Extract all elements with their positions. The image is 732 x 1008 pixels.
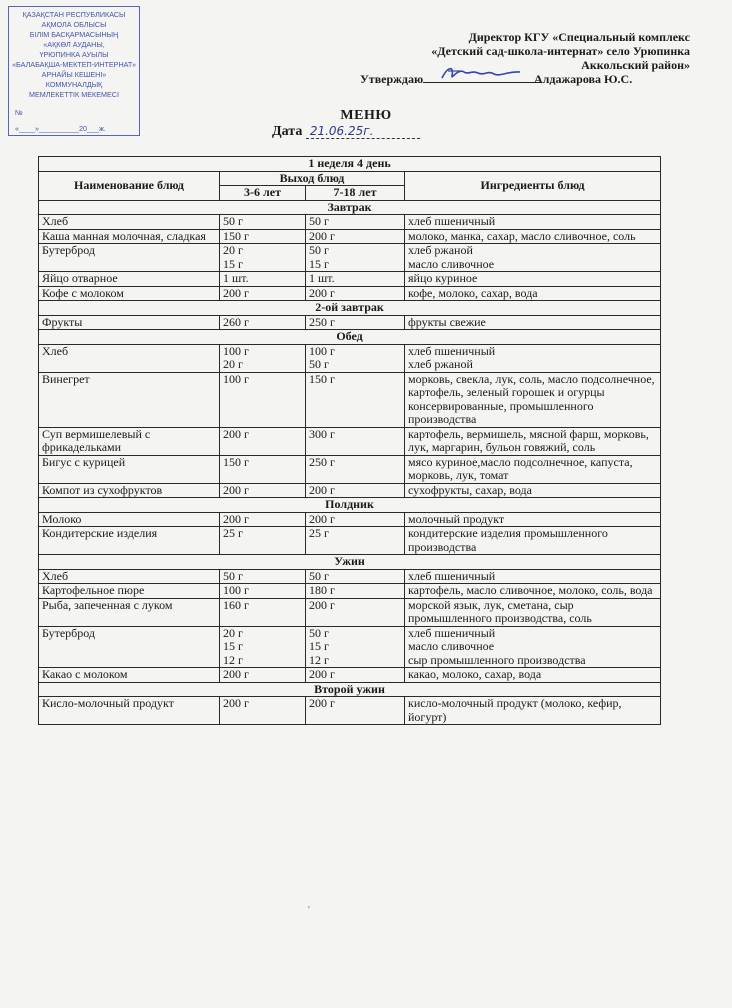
portion-3-6: 50 г bbox=[220, 569, 306, 584]
portion-7-18: 200 г bbox=[306, 483, 405, 498]
portion-7-18: 50 г bbox=[306, 215, 405, 230]
portion-3-6: 200 г bbox=[220, 286, 306, 301]
table-row bbox=[39, 584, 661, 599]
portion-3-6: 25 г bbox=[220, 527, 306, 555]
ingredients: хлеб пшеничный bbox=[405, 569, 661, 584]
ingredients: кофе, молоко, сахар, вода bbox=[405, 286, 661, 301]
portion-3-6: 20 г 15 г 12 г bbox=[220, 626, 306, 668]
page-mark: ' bbox=[308, 905, 310, 916]
stamp-line: ҚАЗАҚСТАН РЕСПУБЛИКАСЫ bbox=[22, 10, 126, 19]
table-row bbox=[39, 229, 661, 244]
dish-name: Яйцо отварное bbox=[39, 272, 220, 287]
header-age-3-6: 3-6 лет bbox=[220, 186, 306, 201]
stamp-line: МЕМЛЕКЕТТІК МЕКЕМЕСІ bbox=[29, 90, 119, 99]
table-row bbox=[39, 272, 661, 287]
dish-name: Молоко bbox=[39, 512, 220, 527]
ingredients: молочный продукт bbox=[405, 512, 661, 527]
ingredients: хлеб пшеничный bbox=[405, 215, 661, 230]
table-row bbox=[39, 483, 661, 498]
portion-7-18: 25 г bbox=[306, 527, 405, 555]
header-output: Выход блюд bbox=[220, 171, 405, 186]
section-title: Ужин bbox=[39, 555, 661, 570]
dish-name: Бутерброд bbox=[39, 244, 220, 272]
portion-7-18: 250 г bbox=[306, 315, 405, 330]
section-row bbox=[39, 555, 661, 570]
dish-name: Компот из сухофруктов bbox=[39, 483, 220, 498]
portion-7-18: 200 г bbox=[306, 697, 405, 725]
table-row bbox=[39, 697, 661, 725]
header-dish: Наименование блюд bbox=[39, 171, 220, 200]
ingredients: молоко, манка, сахар, масло сливочное, соль bbox=[405, 229, 661, 244]
section-row bbox=[39, 330, 661, 345]
stamp-date: «____»__________20___ж. bbox=[15, 124, 106, 133]
ingredients: морской язык, лук, сметана, сыр промышленного производства, соль bbox=[405, 598, 661, 626]
stamp-line: «АҚКӨЛ АУДАНЫ, bbox=[43, 40, 105, 49]
approve-label: Утверждаю bbox=[360, 72, 424, 86]
portion-3-6: 200 г bbox=[220, 512, 306, 527]
dish-name: Бутерброд bbox=[39, 626, 220, 668]
date-value: 21.06.25г. bbox=[306, 124, 420, 139]
section-row bbox=[39, 301, 661, 316]
dish-name: Кофе с молоком bbox=[39, 286, 220, 301]
section-title: Второй ужин bbox=[39, 682, 661, 697]
portion-3-6: 200 г bbox=[220, 483, 306, 498]
portion-7-18: 200 г bbox=[306, 668, 405, 683]
ingredients: морковь, свекла, лук, соль, масло подсолнечное, картофель, зеленый горошек и огурцы консервированные, промышленного производства bbox=[405, 372, 661, 427]
dish-name: Рыба, запеченная с луком bbox=[39, 598, 220, 626]
section-title: 2-ой завтрак bbox=[39, 301, 661, 316]
ingredients: сухофрукты, сахар, вода bbox=[405, 483, 661, 498]
portion-3-6: 200 г bbox=[220, 697, 306, 725]
portion-3-6: 50 г bbox=[220, 215, 306, 230]
ingredients: хлеб пшеничный хлеб ржаной bbox=[405, 344, 661, 372]
ingredients: мясо куриное,масло подсолнечное, капуста, морковь, лук, томат bbox=[405, 455, 661, 483]
approver-name: Алдажарова Ю.С. bbox=[534, 72, 633, 86]
table-row bbox=[39, 427, 661, 455]
dish-name: Каша манная молочная, сладкая bbox=[39, 229, 220, 244]
dish-name: Хлеб bbox=[39, 569, 220, 584]
portion-7-18: 200 г bbox=[306, 286, 405, 301]
approval-header bbox=[390, 30, 690, 72]
portion-3-6: 160 г bbox=[220, 598, 306, 626]
table-row bbox=[39, 527, 661, 555]
table-row bbox=[39, 244, 661, 272]
director-line: Директор КГУ «Специальный комплекс bbox=[468, 30, 690, 44]
table-row bbox=[39, 315, 661, 330]
header-age-7-18: 7-18 лет bbox=[306, 186, 405, 201]
stamp-line: ҮРЮПИНКА АУЫЛЫ bbox=[39, 50, 109, 59]
portion-7-18: 250 г bbox=[306, 455, 405, 483]
date-label: Дата bbox=[272, 124, 303, 139]
date-line bbox=[272, 124, 420, 140]
page-title: МЕНЮ bbox=[340, 108, 392, 123]
stamp-line: АҚМОЛА ОБЛЫСЫ bbox=[41, 20, 107, 29]
stamp-line: АРНАЙЫ КЕШЕНІ» bbox=[41, 70, 107, 79]
dish-name: Хлеб bbox=[39, 215, 220, 230]
ingredients: фрукты свежие bbox=[405, 315, 661, 330]
table-row bbox=[39, 626, 661, 668]
district-line: Аккольский район» bbox=[581, 58, 690, 72]
section-row bbox=[39, 200, 661, 215]
table-row bbox=[39, 344, 661, 372]
dish-name: Хлеб bbox=[39, 344, 220, 372]
ingredients: картофель, масло сливочное, молоко, соль, вода bbox=[405, 584, 661, 599]
table-row bbox=[39, 286, 661, 301]
section-title: Полдник bbox=[39, 498, 661, 513]
portion-7-18: 200 г bbox=[306, 229, 405, 244]
portion-3-6: 1 шт. bbox=[220, 272, 306, 287]
table-row bbox=[39, 512, 661, 527]
ingredients: картофель, вермишель, мясной фарш, морковь, лук, маргарин, бульон говяжий, соль bbox=[405, 427, 661, 455]
stamp-line: «БАЛАБАҚША-МЕКТЕП-ИНТЕРНАТ» bbox=[12, 60, 136, 69]
ingredients: кисло-молочный продукт (молоко, кефир, йогурт) bbox=[405, 697, 661, 725]
dish-name: Суп вермишелевый с фрикадельками bbox=[39, 427, 220, 455]
table-row bbox=[39, 668, 661, 683]
portion-3-6: 260 г bbox=[220, 315, 306, 330]
dish-name: Кисло-молочный продукт bbox=[39, 697, 220, 725]
section-row bbox=[39, 682, 661, 697]
portion-7-18: 300 г bbox=[306, 427, 405, 455]
portion-3-6: 100 г 20 г bbox=[220, 344, 306, 372]
header-ingredients: Ингредиенты блюд bbox=[405, 171, 661, 200]
dish-name: Какао с молоком bbox=[39, 668, 220, 683]
dish-name: Фрукты bbox=[39, 315, 220, 330]
table-row bbox=[39, 598, 661, 626]
ingredients: кондитерские изделия промышленного производства bbox=[405, 527, 661, 555]
section-title: Завтрак bbox=[39, 200, 661, 215]
day-title: 1 неделя 4 день bbox=[39, 157, 661, 172]
ingredients: яйцо куриное bbox=[405, 272, 661, 287]
ingredients: хлеб пшеничный масло сливочное сыр промышленного производства bbox=[405, 626, 661, 668]
portion-3-6: 150 г bbox=[220, 229, 306, 244]
portion-3-6: 150 г bbox=[220, 455, 306, 483]
portion-7-18: 150 г bbox=[306, 372, 405, 427]
portion-3-6: 100 г bbox=[220, 372, 306, 427]
stamp-line: КОММУНАЛДЫҚ bbox=[45, 80, 103, 89]
portion-7-18: 50 г bbox=[306, 569, 405, 584]
table-row bbox=[39, 215, 661, 230]
portion-3-6: 20 г 15 г bbox=[220, 244, 306, 272]
portion-7-18: 200 г bbox=[306, 598, 405, 626]
dish-name: Картофельное пюре bbox=[39, 584, 220, 599]
portion-3-6: 200 г bbox=[220, 427, 306, 455]
portion-7-18: 50 г 15 г 12 г bbox=[306, 626, 405, 668]
menu-table bbox=[38, 156, 661, 725]
portion-7-18: 50 г 15 г bbox=[306, 244, 405, 272]
portion-7-18: 100 г 50 г bbox=[306, 344, 405, 372]
portion-3-6: 100 г bbox=[220, 584, 306, 599]
table-row bbox=[39, 372, 661, 427]
institution-line: «Детский сад-школа-интернат» село Урюпинка bbox=[431, 44, 690, 58]
section-row bbox=[39, 498, 661, 513]
dish-name: Кондитерские изделия bbox=[39, 527, 220, 555]
portion-7-18: 1 шт. bbox=[306, 272, 405, 287]
portion-7-18: 180 г bbox=[306, 584, 405, 599]
stamp-number: № bbox=[15, 108, 23, 117]
table-row bbox=[39, 455, 661, 483]
stamp-line: БІЛІМ БАСҚАРМАСЫНЫҢ bbox=[29, 30, 119, 39]
section-title: Обед bbox=[39, 330, 661, 345]
dish-name: Винегрет bbox=[39, 372, 220, 427]
table-row bbox=[39, 569, 661, 584]
ingredients: хлеб ржаной масло сливочное bbox=[405, 244, 661, 272]
portion-3-6: 200 г bbox=[220, 668, 306, 683]
ingredients: какао, молоко, сахар, вода bbox=[405, 668, 661, 683]
signature-mark bbox=[438, 62, 526, 84]
portion-7-18: 200 г bbox=[306, 512, 405, 527]
dish-name: Бигус с курицей bbox=[39, 455, 220, 483]
